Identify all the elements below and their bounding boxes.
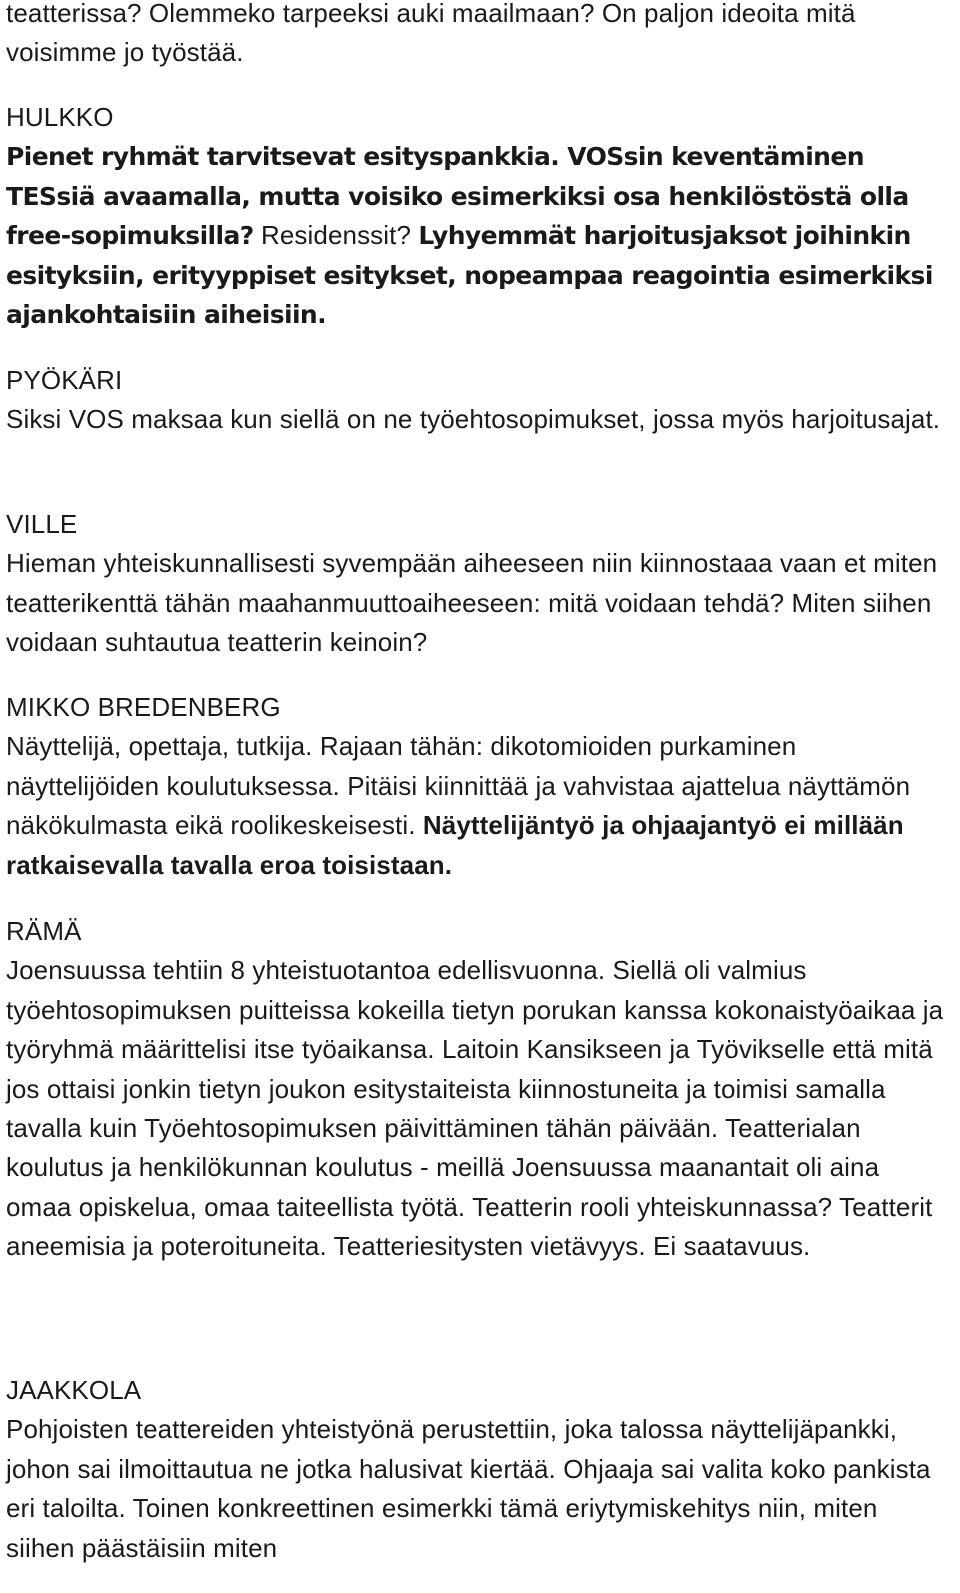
bold-text-run: Näyttelijäntyö ja ohjaajantyö ei millään ratkaisevalla tavalla eroa toisistaan.	[6, 810, 904, 880]
text-run: teatterissa? Olemmeko tarpeeksi auki maailmaan? On paljon ideoita mitä voisimme jo työstää.	[6, 0, 856, 68]
paragraph-ville	[6, 505, 948, 663]
speaker-name: MIKKO BREDENBERG	[6, 692, 281, 722]
paragraph-text	[6, 1410, 948, 1568]
text-run: Hieman yhteiskunnallisesti syvempään aiheeseen niin kiinnostaaa vaan et miten teatterikenttä tähän maahanmuuttoaiheeseen: mitä voidaan tehdä? Miten siihen voidaan suhtautua teatterin keinoin?	[6, 548, 938, 658]
speaker-name: RÄMÄ	[6, 916, 82, 946]
text-run: Residenssit?	[253, 220, 419, 251]
paragraph-rama	[6, 912, 948, 1267]
bold-text-run: Pienet ryhmät tarvitsevat esityspankkia. VOSsin keventäminen TESsiä avaamalla, mutta voisiko esimerkiksi osa henkilöstöstä olla free-sopimuksilla?	[6, 142, 909, 251]
paragraph-hulkko	[6, 98, 948, 334]
bold-text-run: Lyhyemmät harjoitusjaksot joihinkin esityksiin, erityyppiset esitykset, nopeampaa reagointia esimerkiksi ajankohtaisiin aiheisiin.	[6, 221, 933, 330]
speaker-name: PYÖKÄRI	[6, 365, 123, 395]
paragraph-pyokari	[6, 361, 948, 440]
paragraph-text	[6, 137, 948, 334]
paragraph-text	[6, 951, 948, 1266]
paragraph-text	[6, 0, 948, 73]
speaker-name: HULKKO	[6, 102, 114, 132]
paragraph-text	[6, 727, 948, 885]
paragraph-intro	[6, 0, 948, 73]
text-run: Siksi VOS maksaa kun siellä on ne työehtosopimukset, jossa myös harjoitusajat.	[6, 404, 941, 435]
text-run: Joensuussa tehtiin 8 yhteistuotantoa edellisvuonna. Siellä oli valmius työehtosopimuksen puitteissa kokeilla tietyn porukan kanssa kokonaistyöaikaa ja työryhmä määrittelisi itse työaikansa. Laitoin Kansikseen ja Työvikselle että mitä jos ottaisi jonkin tietyn joukon esitystaiteista kiinnostuneita ja toimisi samalla tavalla kuin Työehtosopimuksen päivittäminen tähän päivään. Teatterialan koulutus ja henkilökunnan koulutus - meillä Joensuussa maanantait oli aina omaa opiskelua, omaa taiteellista työtä. Teatterin rooli yhteiskunnassa? Teatterit aneemisia ja poteroituneita. Teatteriesitysten vietävyys. Ei saatavuus.	[6, 955, 944, 1262]
speaker-name: JAAKKOLA	[6, 1375, 142, 1405]
paragraph-jaakkola	[6, 1371, 948, 1568]
paragraph-mikko-bredenberg	[6, 688, 948, 885]
speaker-name: VILLE	[6, 509, 78, 539]
paragraph-text	[6, 400, 948, 439]
text-run: Näyttelijä, opettaja, tutkija. Rajaan tähän: dikotomioiden purkaminen näyttelijöiden koulutuksessa. Pitäisi kiinnittää ja vahvistaa ajattelua näyttämön näkökulmasta eikä roolikeskeisesti.	[6, 731, 911, 841]
paragraph-text	[6, 544, 948, 662]
text-run: Pohjoisten teattereiden yhteistyönä perustettiin, joka talossa näyttelijäpankki, johon sai ilmoittautua ne jotka halusivat kiertää. Ohjaaja sai valita koko pankista eri taloilta. Toinen konkreettinen esimerkki tämä eriytymiskehitys niin, miten siihen päästäisiin miten	[6, 1414, 931, 1563]
